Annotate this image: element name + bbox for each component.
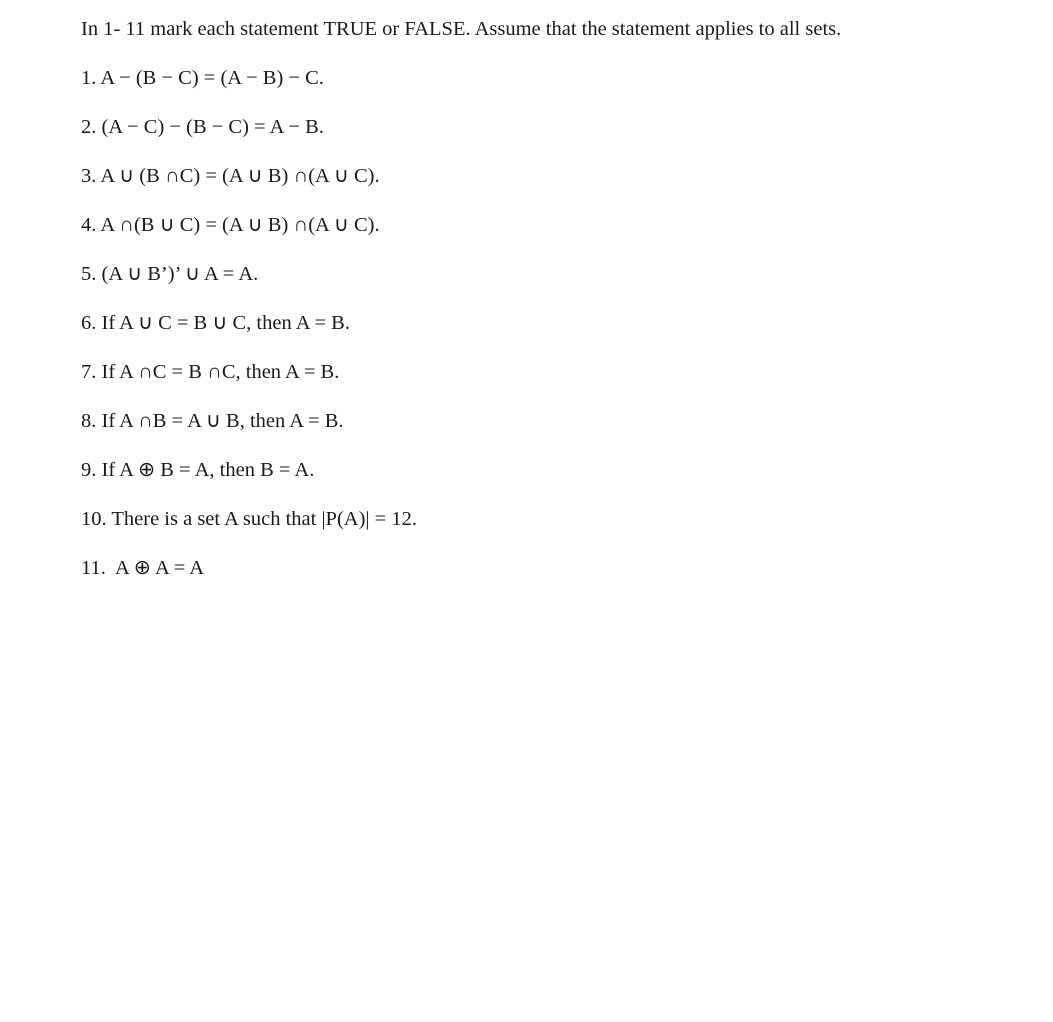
statement-1: 1. A − (B − C) = (A − B) − C. <box>81 67 324 89</box>
statement-10: 10. There is a set A such that |P(A)| = 12. <box>81 508 417 530</box>
statement-2: 2. (A − C) − (B − C) = A − B. <box>81 116 324 138</box>
statement-8: 8. If A ∩B = A ∪ B, then A = B. <box>81 410 344 432</box>
statement-7: 7. If A ∩C = B ∩C, then A = B. <box>81 361 340 383</box>
instructions-text: In 1- 11 mark each statement TRUE or FALSE. Assume that the statement applies to all sets. <box>81 18 842 40</box>
statement-5: 5. (A ∪ B’)’ ∪ A = A. <box>81 263 259 285</box>
document-body <box>81 16 841 604</box>
statement-9: 9. If A ⊕ B = A, then B = A. <box>81 459 315 481</box>
statement-6: 6. If A ∪ C = B ∪ C, then A = B. <box>81 312 350 334</box>
statement-11: 11. A ⊕ A = A <box>81 557 205 579</box>
statement-4: 4. A ∩(B ∪ C) = (A ∪ B) ∩(A ∪ C). <box>81 214 380 236</box>
statement-3: 3. A ∪ (B ∩C) = (A ∪ B) ∩(A ∪ C). <box>81 165 380 187</box>
